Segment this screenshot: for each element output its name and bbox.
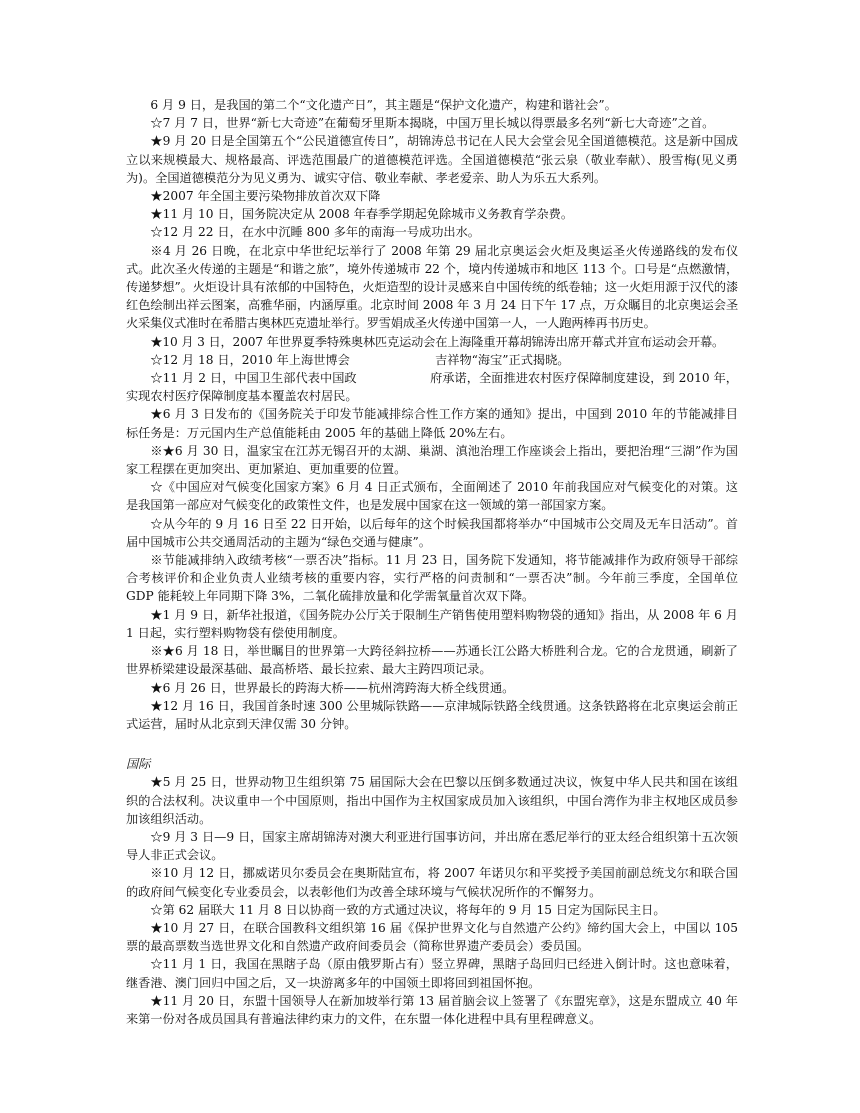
paragraph-car-free-day: ☆从今年的 9 月 16 日至 22 日开始，以后每年的这个时候我国都将举办“中国城市公交周及无车日活动”。首届中国城市公共交通周活动的主题为“绿色交通与健康”。 <box>126 516 738 549</box>
paragraph-rural-medical: ☆11 月 2 日，中国卫生部代表中国政 府承诺，全面推进农村医疗保障制度建设，到 2010 年，实现农村医疗保障制度基本覆盖农村居民。 <box>126 371 738 404</box>
domestic-section <box>126 96 738 733</box>
paragraph-nanhai-one: ☆12 月 22 日，在水中沉睡 800 多年的南海一号成功出水。 <box>150 225 480 240</box>
paragraph-nobel-peace: ※10 月 12 日，挪威诺贝尔委员会在奥斯陆宣布，将 2007 年诺贝尔和平奖授予美国前副总统戈尔和联合国的政府间气候变化专业委员会，以表彰他们为改善全球环境与气候状况所作的不懈努力。 <box>126 866 738 899</box>
paragraph-special-olympics: ★10 月 3 日，2007 年世界夏季特殊奥林匹克运动会在上海隆重开幕胡锦涛出席开幕式并宣布运动会开幕。 <box>150 334 725 349</box>
paragraph-heixiazi-island: ☆11 月 1 日，我国在黑瞎子岛（原由俄罗斯占有）竖立界碑，黑瞎子岛回归已经进入倒计时。这也意味着，继香港、澳门回归中国之后，又一块游离多年的中国领土即将回到祖国怀抱。 <box>126 957 738 990</box>
paragraph-pollution: ★2007 年全国主要污染物排放首次双下降 <box>150 189 381 204</box>
paragraph-apec: ☆9 月 3 日—9 日，国家主席胡锦涛对澳大利亚进行国事访问，并出席在悉尼举行的亚太经合组织第十五次领导人非正式会议。 <box>126 829 738 863</box>
paragraph-world-heritage: ★10 月 27 日，在联合国教科文组织第 16 届《保护世界文化与自然遗产公约》缔约国大会上，中国以 105 票的最高票数当选世界文化和自然遗产政府间委员会（简称世界遗产委员会）委员国。 <box>126 920 738 954</box>
paragraph-asean-charter: ★11 月 20 日，东盟十国领导人在新加坡举行第 13 届首脑会议上签署了《东盟宪章》，这是东盟成立 40 年来第一份对各成员国具有普遍法律约束力的文件，在东盟一体化进程中具有里程碑意义。 <box>126 993 738 1026</box>
paragraph-oie: ★5 月 25 日，世界动物卫生组织第 75 届国际大会在巴黎以压倒多数通过决议，恢复中华人民共和国在该组织的合法权利。决议重申一个中国原则，指出中国作为主权国家成员加入该组织，中国台湾作为非主权地区成员参加该组织活动。 <box>126 775 738 826</box>
paragraph-olympic-torch: ※4 月 26 日晚，在北京中华世纪坛举行了 2008 年第 29 届北京奥运会火炬及奥运圣火传递路线的发布仪式。此次圣火传递的主题是“和谐之旅”，境外传递城市 22 个，境内传递城市和地区 113 个。口号是“点燃激情，传递梦想”。火炬设计具有浓郁的中国特色，火炬造型的设计灵感来自中国传统的纸卷轴；这一火炬用源于汉代的漆红色绘制出祥云图案，高雅华丽，内涵厚重。北京时间 2008 年 3 月 24 日下午 17 点，万众瞩目的北京奥运会圣火采集仪式准时在希腊古奥林匹克遗址举行。罗雪娟成圣火传递中国第一人，一人跑两棒再书历史。 <box>126 243 738 331</box>
paragraph-climate-plan: ☆《中国应对气候变化国家方案》6 月 4 日正式颁布，全面阐述了 2010 年前我国应对气候变化的对策。这是我国第一部应对气候变化的政策性文件，也是发展中国家在这一领域的第一部国家方案。 <box>126 480 738 513</box>
paragraph-hangzhou-bay-bridge: ★6 月 26 日，世界最长的跨海大桥——杭州湾跨海大桥全线贯通。 <box>150 680 515 695</box>
paragraph-jingjin-railway: ★12 月 16 日，我国首条时速 300 公里城际铁路——京津城际铁路全线贯通。这条铁路将在北京奥运会前正式运营，届时从北京到天津仅需 30 分钟。 <box>126 698 738 731</box>
paragraph-one-vote-veto: ※节能减排纳入政绩考核“一票否决”指标。11 月 23 日，国务院下发通知，将节能减排作为政府领导干部综合考核评价和企业负责人业绩考核的重要内容，实行严格的问责制和“一票否决”制。今年前三季度，全国单位 GDP 能耗较上年同期下降 3%，二氧化硫排放量和化学需氧量首次双下降。 <box>126 553 738 604</box>
paragraph-tuition: ★11 月 10 日，国务院决定从 2008 年春季学期起免除城市义务教育学杂费。 <box>150 207 574 222</box>
international-section <box>126 773 738 1028</box>
document-page <box>126 96 738 1028</box>
paragraph-moral-day: ★9 月 20 日是全国第五个“公民道德宣传日”，胡锦涛总书记在人民大会堂会见全国道德模范。这是新中国成立以来规模最大、规格最高、评选范围最广的道德模范评选。全国道德模范“张云泉（敬业奉献）、殷雪梅(见义勇为)。全国道德模范分为见义勇为、诚实守信、敬业奉献、孝老爱亲、助人为乐五大系列。 <box>126 134 738 185</box>
paragraph-democracy-day: ☆第 62 届联大 11 月 8 日以协商一致的方式通过决议，将每年的 9 月 15 日定为国际民主日。 <box>150 902 666 917</box>
paragraph-expo-mascot: ☆12 月 18 日，2010 年上海世博会 吉祥物“海宝”正式揭晓。 <box>150 352 570 367</box>
paragraph-plastic-bags: ★1 月 9 日，新华社报道，《国务院办公厅关于限制生产销售使用塑料购物袋的通知》指出，从 2008 年 6 月 1 日起，实行塑料购物袋有偿使用制度。 <box>126 607 738 640</box>
section-heading-international: 国际 <box>126 757 151 772</box>
paragraph-sutong-bridge: ※★6 月 18 日，举世瞩目的世界第一大跨径斜拉桥——苏通长江公路大桥胜利合龙。它的合龙贯通，刷新了世界桥梁建设最深基础、最高桥塔、最长拉索、最大主跨四项记录。 <box>126 644 738 677</box>
paragraph-new-seven-wonders: ☆7 月 7 日，世界“新七大奇迹”在葡萄牙里斯本揭晓，中国万里长城以得票最多名列“新七大奇迹”之首。 <box>150 116 715 131</box>
paragraph-energy-saving: ★6 月 3 日发布的《国务院关于印发节能减排综合性工作方案的通知》提出，中国到 2010 年的节能减排目标任务是：万元国内生产总值能耗由 2005 年的基础上降低 20%左右。 <box>126 407 738 440</box>
paragraph-culture-heritage-day: 6 月 9 日，是我国的第二个“文化遗产日”，其主题是“保护文化遗产，构建和谐社会”。 <box>150 98 617 112</box>
paragraph-three-lakes: ※★6 月 30 日，温家宝在江苏无锡召开的太湖、巢湖、滇池治理工作座谈会上指出，要把治理“三湖”作为国家工程摆在更加突出、更加紧迫、更加重要的位置。 <box>126 443 738 477</box>
